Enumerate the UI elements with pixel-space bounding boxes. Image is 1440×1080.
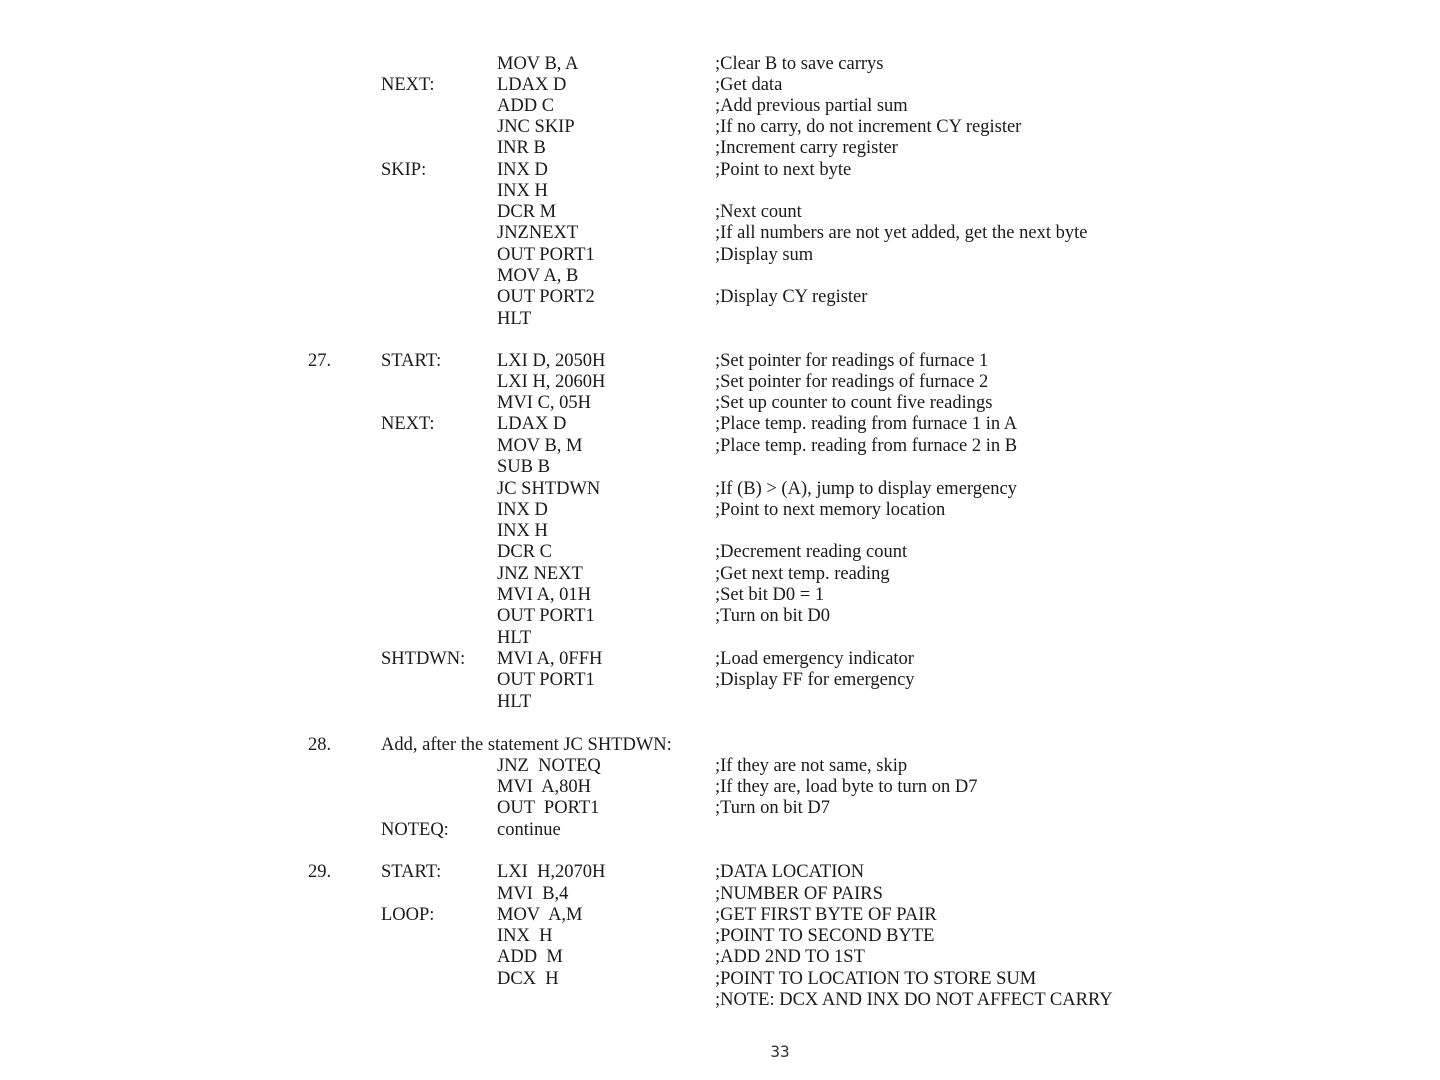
- problem-number: 29.: [308, 862, 332, 882]
- asm-comment: ;Place temp. reading from furnace 2 in B: [715, 436, 1018, 456]
- asm-label: SKIP:: [381, 160, 427, 180]
- asm-comment: ;Get data: [715, 75, 783, 95]
- asm-instruction: LXI H,2070H: [497, 862, 606, 882]
- asm-instruction: INX H: [497, 926, 553, 946]
- code-line: [0, 776, 1440, 798]
- asm-comment: ;POINT TO LOCATION TO STORE SUM: [715, 969, 1037, 989]
- asm-comment: ;NOTE: DCX AND INX DO NOT AFFECT CARRY: [715, 990, 1113, 1010]
- asm-comment: ;Point to next byte: [715, 160, 852, 180]
- asm-comment: ;Display CY register: [715, 287, 868, 307]
- asm-label: LOOP:: [381, 905, 435, 925]
- code-line: [0, 968, 1440, 990]
- asm-instruction: JNZNEXT: [497, 223, 579, 243]
- asm-instruction: HLT: [497, 692, 532, 712]
- code-line: [0, 53, 1440, 75]
- code-line: [0, 669, 1440, 691]
- asm-instruction: DCR M: [497, 202, 557, 222]
- asm-instruction: DCX H: [497, 969, 559, 989]
- code-line: [0, 904, 1440, 926]
- asm-label: START:: [381, 351, 442, 371]
- asm-instruction: MOV A, B: [497, 266, 579, 286]
- code-line: [0, 563, 1440, 585]
- code-line: [0, 648, 1440, 670]
- asm-comment: ;If (B) > (A), jump to display emergency: [715, 479, 1017, 499]
- code-line: [0, 861, 1440, 883]
- asm-instruction: INX H: [497, 181, 548, 201]
- code-line: [0, 137, 1440, 159]
- asm-comment: ;If they are, load byte to turn on D7: [715, 777, 978, 797]
- code-line: [0, 819, 1440, 841]
- asm-label: NEXT:: [381, 414, 435, 434]
- code-line: [0, 946, 1440, 968]
- asm-instruction: OUT PORT2: [497, 287, 595, 307]
- asm-comment: ;If they are not same, skip: [715, 756, 908, 776]
- asm-instruction: MVI A, 0FFH: [497, 649, 603, 669]
- asm-instruction: MVI A,80H: [497, 777, 592, 797]
- code-line: [0, 691, 1440, 713]
- code-line: [0, 541, 1440, 563]
- code-line: [0, 797, 1440, 819]
- asm-instruction: JNZ NOTEQ: [497, 756, 601, 776]
- asm-instruction: OUT PORT1: [497, 798, 600, 818]
- asm-instruction: JC SHTDWN: [497, 479, 601, 499]
- asm-instruction: HLT: [497, 628, 532, 648]
- code-line: [0, 520, 1440, 542]
- code-line: [0, 371, 1440, 393]
- asm-comment: ;Clear B to save carrys: [715, 54, 884, 74]
- code-line: [0, 435, 1440, 457]
- asm-comment: ;Increment carry register: [715, 138, 898, 158]
- asm-comment: ;GET FIRST BYTE OF PAIR: [715, 905, 937, 925]
- asm-instruction: INX D: [497, 500, 548, 520]
- asm-comment: ;Set pointer for readings of furnace 2: [715, 372, 989, 392]
- asm-instruction: OUT PORT1: [497, 670, 595, 690]
- asm-comment: ;ADD 2ND TO 1ST: [715, 947, 865, 967]
- code-line: [0, 95, 1440, 117]
- code-line: [0, 265, 1440, 287]
- code-line: [0, 456, 1440, 478]
- asm-instruction: MOV B, A: [497, 54, 579, 74]
- code-line: [0, 244, 1440, 266]
- problem-number: 27.: [308, 351, 332, 371]
- asm-instruction: JNZ NEXT: [497, 564, 583, 584]
- code-line: [0, 478, 1440, 500]
- asm-comment: ;Turn on bit D0: [715, 606, 830, 626]
- asm-comment: ;If no carry, do not increment CY register: [715, 117, 1022, 137]
- instruction-text: Add, after the statement JC SHTDWN:: [381, 735, 672, 755]
- asm-instruction: ADD C: [497, 96, 555, 116]
- asm-instruction: OUT PORT1: [497, 606, 595, 626]
- asm-instruction: MVI A, 01H: [497, 585, 592, 605]
- code-line: [0, 201, 1440, 223]
- code-line: [0, 308, 1440, 330]
- asm-instruction: MVI C, 05H: [497, 393, 592, 413]
- asm-comment: ;Place temp. reading from furnace 1 in A: [715, 414, 1018, 434]
- asm-comment: ;Next count: [715, 202, 802, 222]
- asm-instruction: LDAX D: [497, 414, 567, 434]
- code-line: [0, 392, 1440, 414]
- asm-comment: ;Add previous partial sum: [715, 96, 908, 116]
- code-line: [0, 755, 1440, 777]
- asm-instruction: MVI B,4: [497, 884, 569, 904]
- asm-comment: ;Turn on bit D7: [715, 798, 830, 818]
- code-line: [0, 286, 1440, 308]
- asm-label: NOTEQ:: [381, 820, 449, 840]
- code-line: [0, 180, 1440, 202]
- asm-instruction: MOV A,M: [497, 905, 583, 925]
- code-line: [0, 499, 1440, 521]
- problem-number: 28.: [308, 735, 332, 755]
- asm-comment: ;Point to next memory location: [715, 500, 946, 520]
- code-line: [0, 734, 1440, 756]
- asm-comment: ;POINT TO SECOND BYTE: [715, 926, 935, 946]
- asm-comment: ;Display sum: [715, 245, 814, 265]
- asm-instruction: SUB B: [497, 457, 550, 477]
- asm-instruction: LDAX D: [497, 75, 567, 95]
- asm-instruction: LXI D, 2050H: [497, 351, 606, 371]
- code-line: [0, 584, 1440, 606]
- code-line: [0, 925, 1440, 947]
- asm-comment: ;If all numbers are not yet added, get the next byte: [715, 223, 1088, 243]
- code-line: [0, 627, 1440, 649]
- asm-instruction: DCR C: [497, 542, 553, 562]
- asm-instruction: INR B: [497, 138, 546, 158]
- asm-comment: ;Get next temp. reading: [715, 564, 890, 584]
- asm-instruction: JNC SKIP: [497, 117, 575, 137]
- code-line: [0, 350, 1440, 372]
- asm-instruction: OUT PORT1: [497, 245, 595, 265]
- asm-comment: ;Set bit D0 = 1: [715, 585, 825, 605]
- asm-instruction: HLT: [497, 309, 532, 329]
- asm-instruction: INX D: [497, 160, 548, 180]
- code-line: [0, 413, 1440, 435]
- asm-label: NEXT:: [381, 75, 435, 95]
- asm-comment: ;Decrement reading count: [715, 542, 908, 562]
- code-line: [0, 74, 1440, 96]
- code-line: [0, 116, 1440, 138]
- code-line: [0, 989, 1440, 1011]
- code-line: [0, 222, 1440, 244]
- asm-instruction: INX H: [497, 521, 548, 541]
- code-line: [0, 159, 1440, 181]
- asm-comment: ;DATA LOCATION: [715, 862, 865, 882]
- code-line: [0, 605, 1440, 627]
- asm-comment: ;Set up counter to count five readings: [715, 393, 993, 413]
- asm-comment: ;Load emergency indicator: [715, 649, 914, 669]
- asm-instruction: continue: [497, 820, 561, 840]
- asm-instruction: MOV B, M: [497, 436, 583, 456]
- asm-instruction: ADD M: [497, 947, 563, 967]
- asm-label: SHTDWN:: [381, 649, 466, 669]
- code-line: [0, 883, 1440, 905]
- asm-comment: ;Display FF for emergency: [715, 670, 915, 690]
- asm-comment: ;Set pointer for readings of furnace 1: [715, 351, 989, 371]
- asm-instruction: LXI H, 2060H: [497, 372, 606, 392]
- asm-comment: ;NUMBER OF PAIRS: [715, 884, 883, 904]
- page-number: 33: [770, 1042, 790, 1061]
- asm-label: START:: [381, 862, 442, 882]
